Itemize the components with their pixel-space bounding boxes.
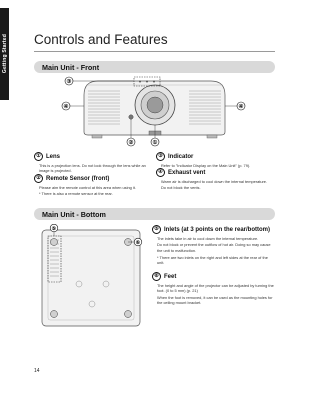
feature-inlets-title: Inlets (at 3 points on the rear/bottom) [164, 226, 271, 233]
feature-inlets-body2: Do not block or prevent the outflow of hot air. Doing so may cause the unit to malfunction. [157, 242, 271, 253]
feature-lens-body: This is a projection lens. Do not look through the lens while an image is projected. [39, 162, 146, 173]
feature-remote-sensor-note: * There is also a remote sensor at the rear. [39, 191, 113, 197]
section-header-bottom-label: Main Unit - Bottom [42, 209, 106, 219]
feature-feet [152, 272, 276, 306]
foot-icon [51, 311, 58, 318]
callout-indicator: ③ [66, 79, 72, 85]
feature-exhaust-vent-title: Exhaust vent [168, 169, 206, 176]
sidebar-tab-label: Getting Started [1, 34, 8, 74]
feature-indicator [156, 152, 274, 168]
page-title: Controls and Features [34, 32, 168, 47]
callout-feet: ⑥ [135, 240, 141, 246]
feature-indicator-body: Refer to "Indicator Display on the Main Unit" (p. 79). [161, 162, 251, 168]
feature-remote-sensor-number: ② [34, 174, 43, 183]
foot-icon [51, 239, 58, 246]
title-divider [34, 51, 275, 52]
callout-exhaust-right: ④ [238, 104, 244, 110]
projector-front-illustration [34, 75, 275, 147]
feature-exhaust-vent-number: ④ [156, 168, 165, 177]
feature-exhaust-vent [156, 168, 274, 191]
feature-inlets-note: * There are two inlets on the right and left sides at the rear of the unit. [157, 254, 268, 266]
foot-icon [125, 311, 132, 318]
feature-feet-number: ⑥ [152, 272, 161, 281]
feature-indicator-number: ③ [156, 152, 165, 161]
feature-feet-title: Feet [164, 273, 177, 280]
callout-exhaust-left: ④ [63, 104, 69, 110]
feature-remote-sensor-body: Please aim the remote control at this area when using it. [39, 184, 136, 190]
sidebar-tab [0, 8, 9, 100]
feature-inlets [152, 225, 276, 265]
callout-remote-sensor: ② [128, 140, 134, 146]
feature-remote-sensor [34, 174, 152, 197]
feature-inlets-body: The inlets take in air to cool down the internal temperature. [157, 235, 259, 241]
feature-lens-number: ① [34, 152, 43, 161]
feature-exhaust-vent-body2: Do not block the vents. [161, 185, 201, 191]
feature-exhaust-vent-body: Warm air is discharged to cool down the internal temperature. [161, 178, 268, 184]
feature-remote-sensor-title: Remote Sensor (front) [46, 175, 110, 182]
projector-bottom-illustration [34, 224, 144, 334]
feature-inlets-number: ⑤ [152, 225, 161, 234]
feature-lens-title: Lens [46, 153, 61, 160]
feature-indicator-title: Indicator [168, 153, 194, 160]
feature-feet-body2: When the foot is removed, it can be used as the mounting holes for the ceiling mount bracket. [157, 294, 273, 306]
remote-sensor-icon [129, 115, 133, 119]
callout-inlets: ⑤ [51, 226, 57, 232]
callout-lens: ① [152, 140, 158, 146]
feature-feet-body: The height and angle of the projector can be adjusted by turning the foot. (0 to 5 mm) (p. 21) [157, 282, 274, 293]
section-header-bottom [34, 208, 275, 220]
section-header-front [34, 61, 275, 73]
section-header-front-label: Main Unit - Front [42, 62, 100, 72]
feature-lens [34, 152, 152, 173]
page-number: 14 [34, 368, 40, 374]
